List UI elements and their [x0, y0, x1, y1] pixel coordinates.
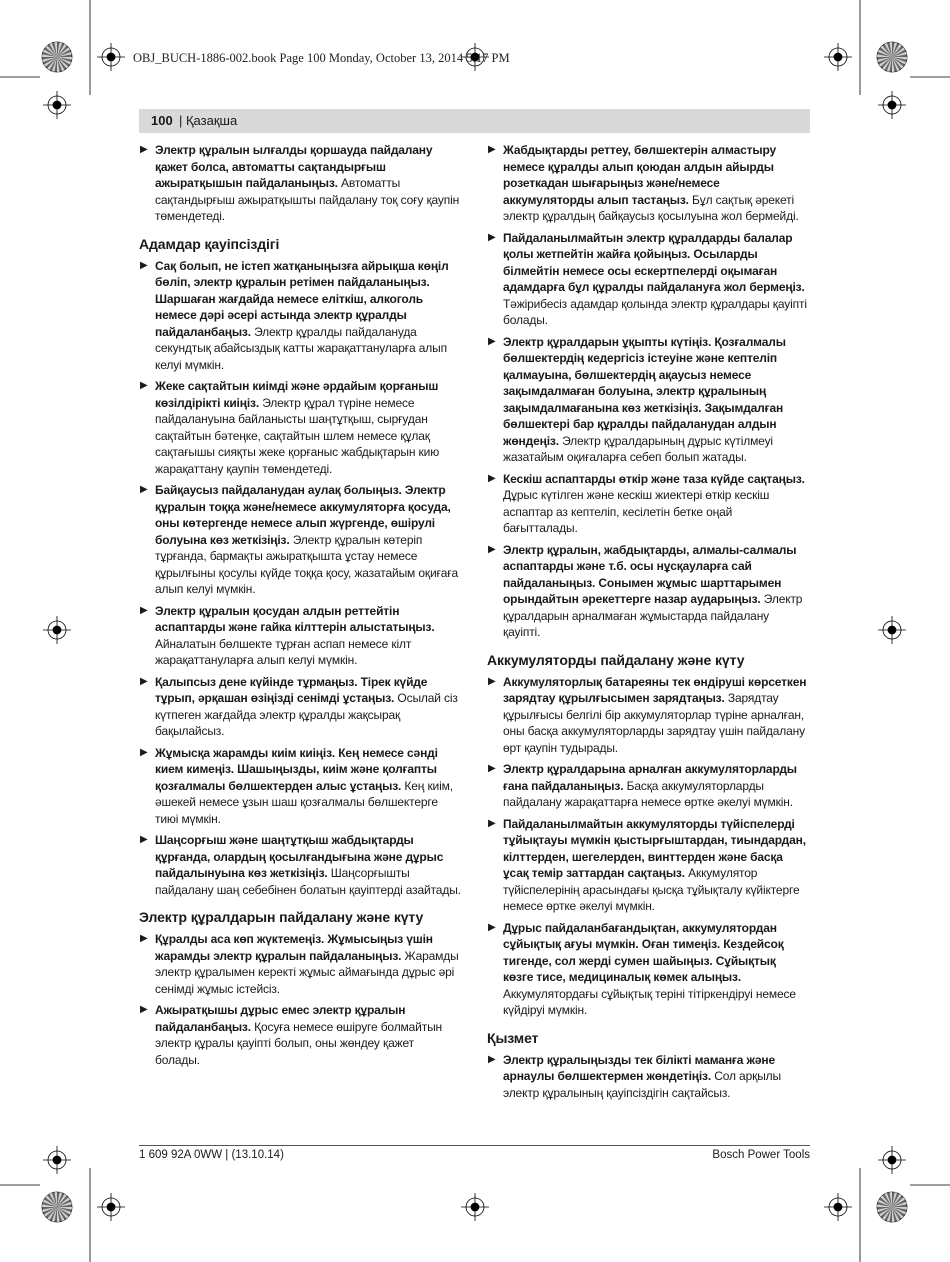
instruction-bold-text: Электр құралыңызды тек білікті маманға және арнаулы бөлшектермен жөндетіңіз. [503, 1052, 775, 1083]
instruction-bold-text: Электр құралын, жабдықтарды, алмалы-салмалы аспаптарды және т.б. осы нұсқауларға сай пайдаланыңыз. Сонымен жұмыс шарттарымен орындайтын әрекеттерге назар аударыңыз. [503, 542, 797, 606]
instruction-bold-text: Пайдаланылмайтын аккумуляторды түйіспелерді тұйықтауы мүмкін қыстырғыштардан, тиындардан, кілттерден, шегелерден, винттерден және басқа ұсақ темір заттардан сақтаңыз. [503, 816, 806, 880]
safety-instruction-item [139, 378, 461, 477]
instruction-explanation-text: Аккумулятордағы сұйықтық теріні тітіркендіруі немесе күйдіруі мүмкін. [503, 986, 796, 1017]
starburst-top-left [42, 42, 72, 72]
registration-mark-top-right [824, 43, 852, 71]
registration-mark-right-lower [878, 1146, 906, 1174]
instruction-bold-text: Жұмысқа жарамды киім киіңіз. Кең немесе сәнді кием кимеңіз. Шашыңызды, киім және қолғапты қозғалмалы бөлшектерден алыс ұстаңыз. [155, 745, 438, 793]
bullet-arrow-icon: ▶ [488, 675, 496, 687]
instruction-bold-text: Аккумуляторлық батареяны тек өндіруші көрсеткен зарядтау құрылғысымен зарядтаңыз. [503, 674, 807, 705]
bullet-arrow-icon: ▶ [488, 1053, 496, 1065]
bullet-arrow-icon: ▶ [488, 231, 496, 243]
instruction-bold-text: Ажыратқышы дұрыс емес электр құралын пайдаланбаңыз. [155, 1003, 406, 1034]
safety-instruction-item [139, 832, 461, 898]
instruction-explanation-text: Дұрыс күтілген және кескіш жиектері өткір кескіш аспаптар аз кептеліп, кесілетін бетке оңай бағытталады. [503, 488, 770, 535]
safety-instruction-item [487, 920, 809, 1019]
starburst-top-right [877, 42, 907, 72]
instruction-bold-text: Жабдықтарды реттеу, бөлшектерін алмастыру немесе құралды алып қоюдан алдын айырды розеткадан шығарыңыз және/немесе аккумуляторды алып тастаңыз. [503, 143, 777, 207]
bullet-arrow-icon: ▶ [140, 604, 148, 616]
instruction-bold-text: Электр құралдарын ұқыпты күтіңіз. Қозғалмалы бөлшектердің кедергісіз істеуіне және кептеліп қалмауына, бөлшектердің ақаусыз немесе зақымдалмаған болуына, электр құралының зақымдалмағанына көз жеткізіңіз. Зақымдалған бөлшектері бар құралды пайдаланудан алдын жөндеңіз. [503, 334, 786, 448]
registration-mark-bottom-center [461, 1193, 489, 1221]
instruction-explanation-text: Электр құрал түріне немесе пайдалануына байланысты шаңтұтқыш, сырғудан сақтайтын бәтеңке, сақтайтын шлем немесе құлақ сақтағышы сияқты жеке қорғаныс жабдықтарын кию жарақаттану қаупін төмендетеді. [155, 395, 440, 476]
bullet-arrow-icon: ▶ [140, 834, 148, 845]
bullet-arrow-icon: ▶ [488, 817, 496, 829]
bullet-arrow-icon: ▶ [488, 335, 496, 347]
instruction-bold-text: Сақ болып, не істеп жатқаныңызға айрықша көңіл бөліп, электр құралын ретімен пайдаланыңыз. Шаршаған жағдайда немесе еліткіш, алкоголь немесе дәрі әсері астында электр құралды пайдаланбаңыз. [155, 258, 449, 339]
left-column [139, 142, 461, 1073]
right-column [487, 142, 809, 1106]
instruction-explanation-text: Кең киім, әшекей немесе ұзын шаш қозғалмалы бөлшектерге тиюі мүмкін. [155, 778, 453, 826]
registration-mark-bottom-right [824, 1193, 852, 1221]
registration-mark-top-left [97, 43, 125, 71]
instruction-bold-text: Шаңсорғыш және шаңтұтқыш жабдықтарды құрғанда, олардың қосылғандығына және дұрыс пайдалынуына көз жеткізіңіз. [155, 833, 444, 880]
bullet-arrow-icon: ▶ [488, 921, 496, 933]
instruction-explanation-text: Қосуға немесе өшіруге болмайтын электр құралы қауіпті болып, оны жөндеу қажет болады. [155, 1019, 443, 1067]
registration-mark-bottom-left [97, 1193, 125, 1221]
instruction-bold-text: Жеке сақтайтын киімді және әрдайым қорғаныш көзілдірікті киіңіз. [155, 379, 439, 410]
registration-mark-right-middle [878, 616, 906, 644]
instruction-explanation-text: Шаңсорғышты пайдалану шаң себебінен болатын қауіптерді азайтады. [155, 866, 461, 897]
instruction-explanation-text: Автоматты сақтандырғыш ажыратқышты пайдалану тоқ соғу қаупін төмендетеді. [155, 176, 460, 223]
instruction-explanation-text: Электр құралдарын арналмаған жұмыстарда пайдалану қауіпті. [503, 592, 803, 639]
instruction-bold-text: Кескіш аспаптарды өткір және таза күйде сақтаңыз. [503, 471, 805, 486]
section-heading: Қызмет [487, 1029, 539, 1046]
safety-instruction-item [487, 816, 809, 915]
instruction-bold-text: Құралды аса көп жүктемеңіз. Жұмысыңыз үшін жарамды электр құралын пайдаланыңыз. [155, 932, 433, 963]
bullet-arrow-icon: ▶ [140, 144, 148, 155]
starburst-bottom-right [877, 1192, 907, 1222]
bullet-arrow-icon: ▶ [140, 746, 148, 758]
footer-brand: Bosch Power Tools [712, 1149, 810, 1161]
safety-instruction-item [139, 931, 461, 997]
registration-mark-left-upper [43, 91, 71, 119]
bullet-arrow-icon: ▶ [488, 543, 496, 555]
section-heading: Электр құралдарын пайдалану және күту [139, 909, 424, 925]
instruction-explanation-text: Электр құралды пайдалануда секундтық абайсыздық катты жарақаттануларға алып келуі мүмкін. [155, 324, 447, 372]
bullet-arrow-icon: ▶ [140, 1004, 148, 1015]
instruction-explanation-text: Айналатын бөлшекте тұрған аспап немесе кілт жарақаттануларға алып келуі мүмкін. [155, 636, 412, 667]
instruction-explanation-text: Электр құралын көтеріп тұрғанда, бармақты ажыратқышта ұстау немесе құрылғыны қосулы күйде тоққа қосу, жазатайым оқиғаға алып келуі мүмкін. [155, 532, 459, 596]
safety-instruction-item [487, 230, 809, 329]
instruction-explanation-text: Бұл сақтық әрекеті электр құралдың байқаусыз қосылуына жол бермейді. [503, 192, 799, 223]
instruction-bold-text: Электр құралын қосудан алдын реттейтін аспаптарды және гайка кілттерін алыстатыңыз. [155, 603, 435, 634]
bullet-arrow-icon: ▶ [140, 675, 148, 687]
bullet-arrow-icon: ▶ [140, 259, 148, 271]
instruction-explanation-text: Электр құралдарының дұрыс күтілмеуі жазатайым оқиғаларға себеп болып жатады. [503, 433, 773, 464]
bullet-arrow-icon: ▶ [140, 933, 148, 944]
instruction-explanation-text: Тәжірибесіз адамдар қолында электр құралдары қауіпті болады. [503, 296, 807, 327]
instruction-bold-text: Дұрыс пайдаланбағандықтан, аккумулятордан сұйықтық ағуы мүмкін. Оған тимеңіз. Кездейсоқ тигенде, сол жерді сумен шайыңыз. Сұйықтық көзге тисе, медициналық көмек алыңыз. [503, 920, 784, 984]
safety-instruction-item [487, 674, 809, 757]
bullet-arrow-icon: ▶ [140, 484, 148, 495]
safety-instruction-item [139, 1002, 461, 1068]
instruction-bold-text: Қалыпсыз дене күйінде тұрмаңыз. Тірек күйде тұрып, әрқашан өзіңізді сенімді ұстаңыз. [155, 674, 428, 705]
safety-instruction-item [139, 482, 461, 598]
safety-instruction-item [487, 542, 809, 641]
bullet-arrow-icon: ▶ [140, 380, 148, 391]
instruction-bold-text: Пайдаланылмайтын электр құралдарды балалар қолы жетпейтін жайға қойыңыз. Осыларды білмейтін немесе осы ескертпелерді оқымаған адамдарға бұл құралды пайдалануға жол бермеңіз. [503, 230, 805, 294]
footer-rule [139, 1145, 810, 1146]
safety-instruction-item [487, 142, 809, 225]
safety-instruction-item [487, 761, 809, 811]
safety-instruction-item [487, 1052, 809, 1102]
footer-doc-code: 1 609 92A 0WW | (13.10.14) [139, 1149, 284, 1161]
safety-instruction-item [139, 674, 461, 740]
print-info-line: OBJ_BUCH-1886-002.book Page 100 Monday, October 13, 2014 5:17 PM [133, 51, 510, 65]
page-header-bar [139, 109, 810, 133]
instruction-explanation-text: Аккумулятор түйіспелерінің арасындағы қысқа тұйықталу күйіктерге немесе өртке әкелуі мүмкін. [503, 866, 800, 913]
registration-mark-right-upper [878, 91, 906, 119]
registration-mark-left-middle [43, 616, 71, 644]
safety-instruction-item [139, 142, 461, 225]
safety-instruction-item [487, 334, 809, 466]
page-number: 100 [151, 113, 173, 128]
bullet-arrow-icon: ▶ [488, 144, 496, 155]
starburst-bottom-left [42, 1192, 72, 1222]
registration-mark-left-lower [43, 1146, 71, 1174]
bullet-arrow-icon: ▶ [488, 472, 496, 484]
safety-instruction-item [139, 745, 461, 828]
instruction-bold-text: Байқаусыз пайдаланудан аулақ болыңыз. Электр құралын тоққа және/немесе аккумуляторға қосуда, оны көтергенде немесе алып жүргенде, өшірулі болуына көз жеткізіңіз. [155, 483, 451, 547]
instruction-explanation-text: Осылай сіз күтпеген жағдайда электр құралды жақсырақ бақылайсыз. [155, 691, 458, 738]
section-heading: Адамдар қауіпсіздігі [139, 235, 280, 252]
language-label: | Қазақша [179, 113, 238, 128]
bullet-arrow-icon: ▶ [488, 763, 496, 774]
instruction-explanation-text: Зарядтау құрылғысы белгілі бір аккумуляторлар түріне арналған, оны басқа аккумуляторларды зарядтау үшін пайдалану өрт қаупін тудырады. [503, 691, 805, 755]
instruction-explanation-text: Басқа аккумуляторларды пайдалану жарақаттарға немесе өртке әкелуі мүмкін. [503, 778, 793, 809]
safety-instruction-item [139, 603, 461, 669]
instruction-bold-text: Электр құралдарына арналған аккумуляторларды ғана пайдаланыңыз. [503, 762, 797, 793]
safety-instruction-item [139, 258, 461, 374]
instruction-bold-text: Электр құралын ылғалды қоршауда пайдалану қажет болса, автоматты сақтандырғыш ажыратқышын пайдаланыңыз. [155, 143, 433, 190]
safety-instruction-item [487, 471, 809, 537]
instruction-explanation-text: Сол арқылы электр құралының қауіпсіздігін сақтайсыз. [503, 1069, 782, 1100]
section-heading: Аккумуляторды пайдалану және күту [487, 651, 745, 668]
instruction-explanation-text: Жарамды электр құралымен керекті жұмыс аймағында дұрыс әрі сенімді жұмыс істейсіз. [155, 948, 459, 996]
